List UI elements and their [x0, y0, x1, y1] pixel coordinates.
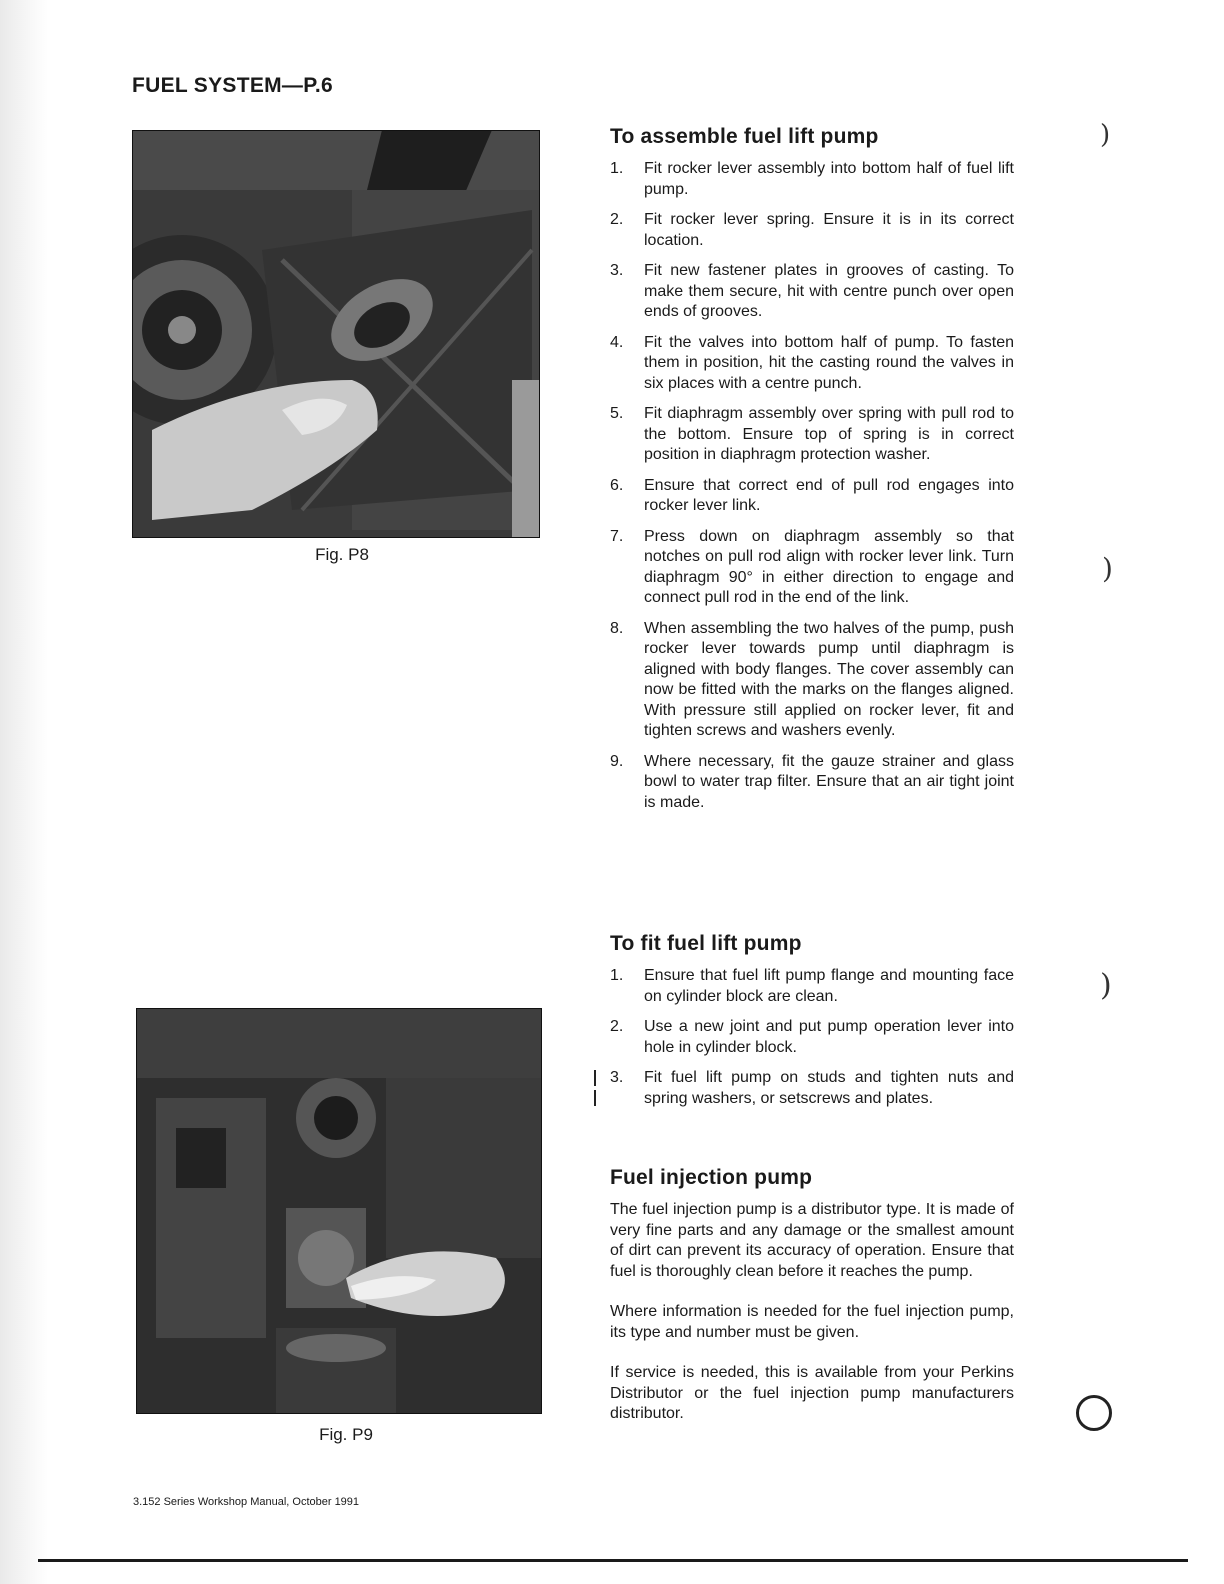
step-number: 2.	[610, 211, 624, 228]
revision-change-bar	[594, 1070, 596, 1086]
step-text: Press down on diaphragm assembly so that notches on pull rod align with rocker lever link. Turn diaphragm 90° in either direction to engage and connect pull rod in the end of the link.	[644, 527, 1014, 606]
step-number: 6.	[610, 476, 624, 494]
revision-change-bar	[594, 1090, 596, 1106]
binder-hole-mark	[1076, 1395, 1112, 1431]
step-number: 1.	[610, 160, 624, 177]
step-text: Ensure that correct end of pull rod engages into rocker lever link.	[644, 476, 1014, 514]
step-number: 9.	[610, 752, 624, 770]
step-number: 3.	[610, 1069, 624, 1086]
figure-p8-caption: Fig. P8	[315, 545, 369, 564]
injection-paragraph: The fuel injection pump is a distributor type. It is made of very fine parts and any damage or the smallest amount of dirt can prevent its accuracy of operation. Ensure that fuel is thoroughly clean before it reaches the pump.	[610, 1201, 1014, 1280]
fit-section	[610, 932, 1014, 1109]
step-text: Where necessary, fit the gauze strainer and glass bowl to water trap filter. Ensure that an air tight joint is made.	[644, 752, 1014, 811]
step-number: 4.	[610, 333, 624, 351]
assemble-steps	[610, 159, 1014, 813]
injection-heading: Fuel injection pump	[610, 1166, 813, 1189]
step-text: Fit rocker lever spring. Ensure it is in its correct location.	[644, 211, 1014, 249]
injection-paragraph: If service is needed, this is available from your Perkins Distributor or the fuel injection pump manufacturers distributor.	[610, 1364, 1014, 1422]
engine-photo-illustration	[132, 130, 540, 538]
figure-p9-photo	[136, 1008, 542, 1414]
assemble-step	[610, 527, 1014, 609]
step-number: 8.	[610, 619, 624, 637]
step-number: 2.	[610, 1018, 624, 1035]
assemble-step	[610, 210, 1014, 251]
scan-page-edge	[0, 0, 48, 1584]
assemble-section	[610, 125, 1014, 813]
assemble-heading: To assemble fuel lift pump	[610, 125, 879, 148]
fit-step	[610, 1068, 1014, 1109]
step-number: 7.	[610, 527, 624, 545]
binder-hole-mark: )	[1100, 968, 1112, 1003]
figure-p9-caption: Fig. P9	[319, 1425, 373, 1444]
binder-hole-mark: )	[1102, 552, 1113, 585]
step-text: Fit new fastener plates in grooves of casting. To make them secure, hit with centre punch over open ends of grooves.	[644, 262, 1014, 320]
footer-text: 3.152 Series Workshop Manual, October 1991	[133, 1496, 360, 1508]
assemble-step	[610, 261, 1014, 323]
assemble-step	[610, 404, 1014, 466]
fit-heading: To fit fuel lift pump	[610, 932, 802, 955]
step-text: Fit rocker lever assembly into bottom half of fuel lift pump.	[644, 160, 1014, 198]
step-number: 5.	[610, 405, 624, 422]
step-number: 1.	[610, 967, 624, 984]
step-text: Ensure that fuel lift pump flange and mounting face on cylinder block are clean.	[644, 967, 1014, 1005]
step-text: Fit fuel lift pump on studs and tighten nuts and spring washers, or setscrews and plates.	[644, 1069, 1014, 1107]
injection-section	[610, 1166, 1014, 1445]
assemble-step	[610, 333, 1014, 395]
injection-pump-photo-illustration	[136, 1008, 542, 1414]
figure-p8-photo	[132, 130, 540, 538]
step-text: Use a new joint and put pump operation lever into hole in cylinder block.	[644, 1018, 1014, 1056]
step-text: Fit diaphragm assembly over spring with pull rod to the bottom. Ensure top of spring is in correct position in diaphragm protection washer.	[644, 405, 1014, 463]
fit-step	[610, 966, 1014, 1007]
assemble-step	[610, 619, 1014, 742]
fit-steps	[610, 966, 1014, 1109]
fit-step	[610, 1017, 1014, 1058]
assemble-step	[610, 159, 1014, 200]
page-title: FUEL SYSTEM—P.6	[132, 74, 333, 97]
binder-hole-mark: )	[1100, 120, 1111, 150]
bottom-rule	[38, 1559, 1188, 1562]
assemble-step	[610, 476, 1014, 517]
step-text: Fit the valves into bottom half of pump. To fasten them in position, hit the casting round the valves in six places with a centre punch.	[644, 333, 1014, 392]
assemble-step	[610, 752, 1014, 814]
injection-paragraph: Where information is needed for the fuel injection pump, its type and number must be given.	[610, 1303, 1014, 1341]
step-text: When assembling the two halves of the pump, push rocker lever towards pump until diaphragm is aligned with body flanges. The cover assembly can now be fitted with the marks on the flanges aligned. With pressure still applied on rocker lever, fit and tighten screws and washers evenly.	[644, 619, 1014, 739]
step-number: 3.	[610, 262, 624, 279]
